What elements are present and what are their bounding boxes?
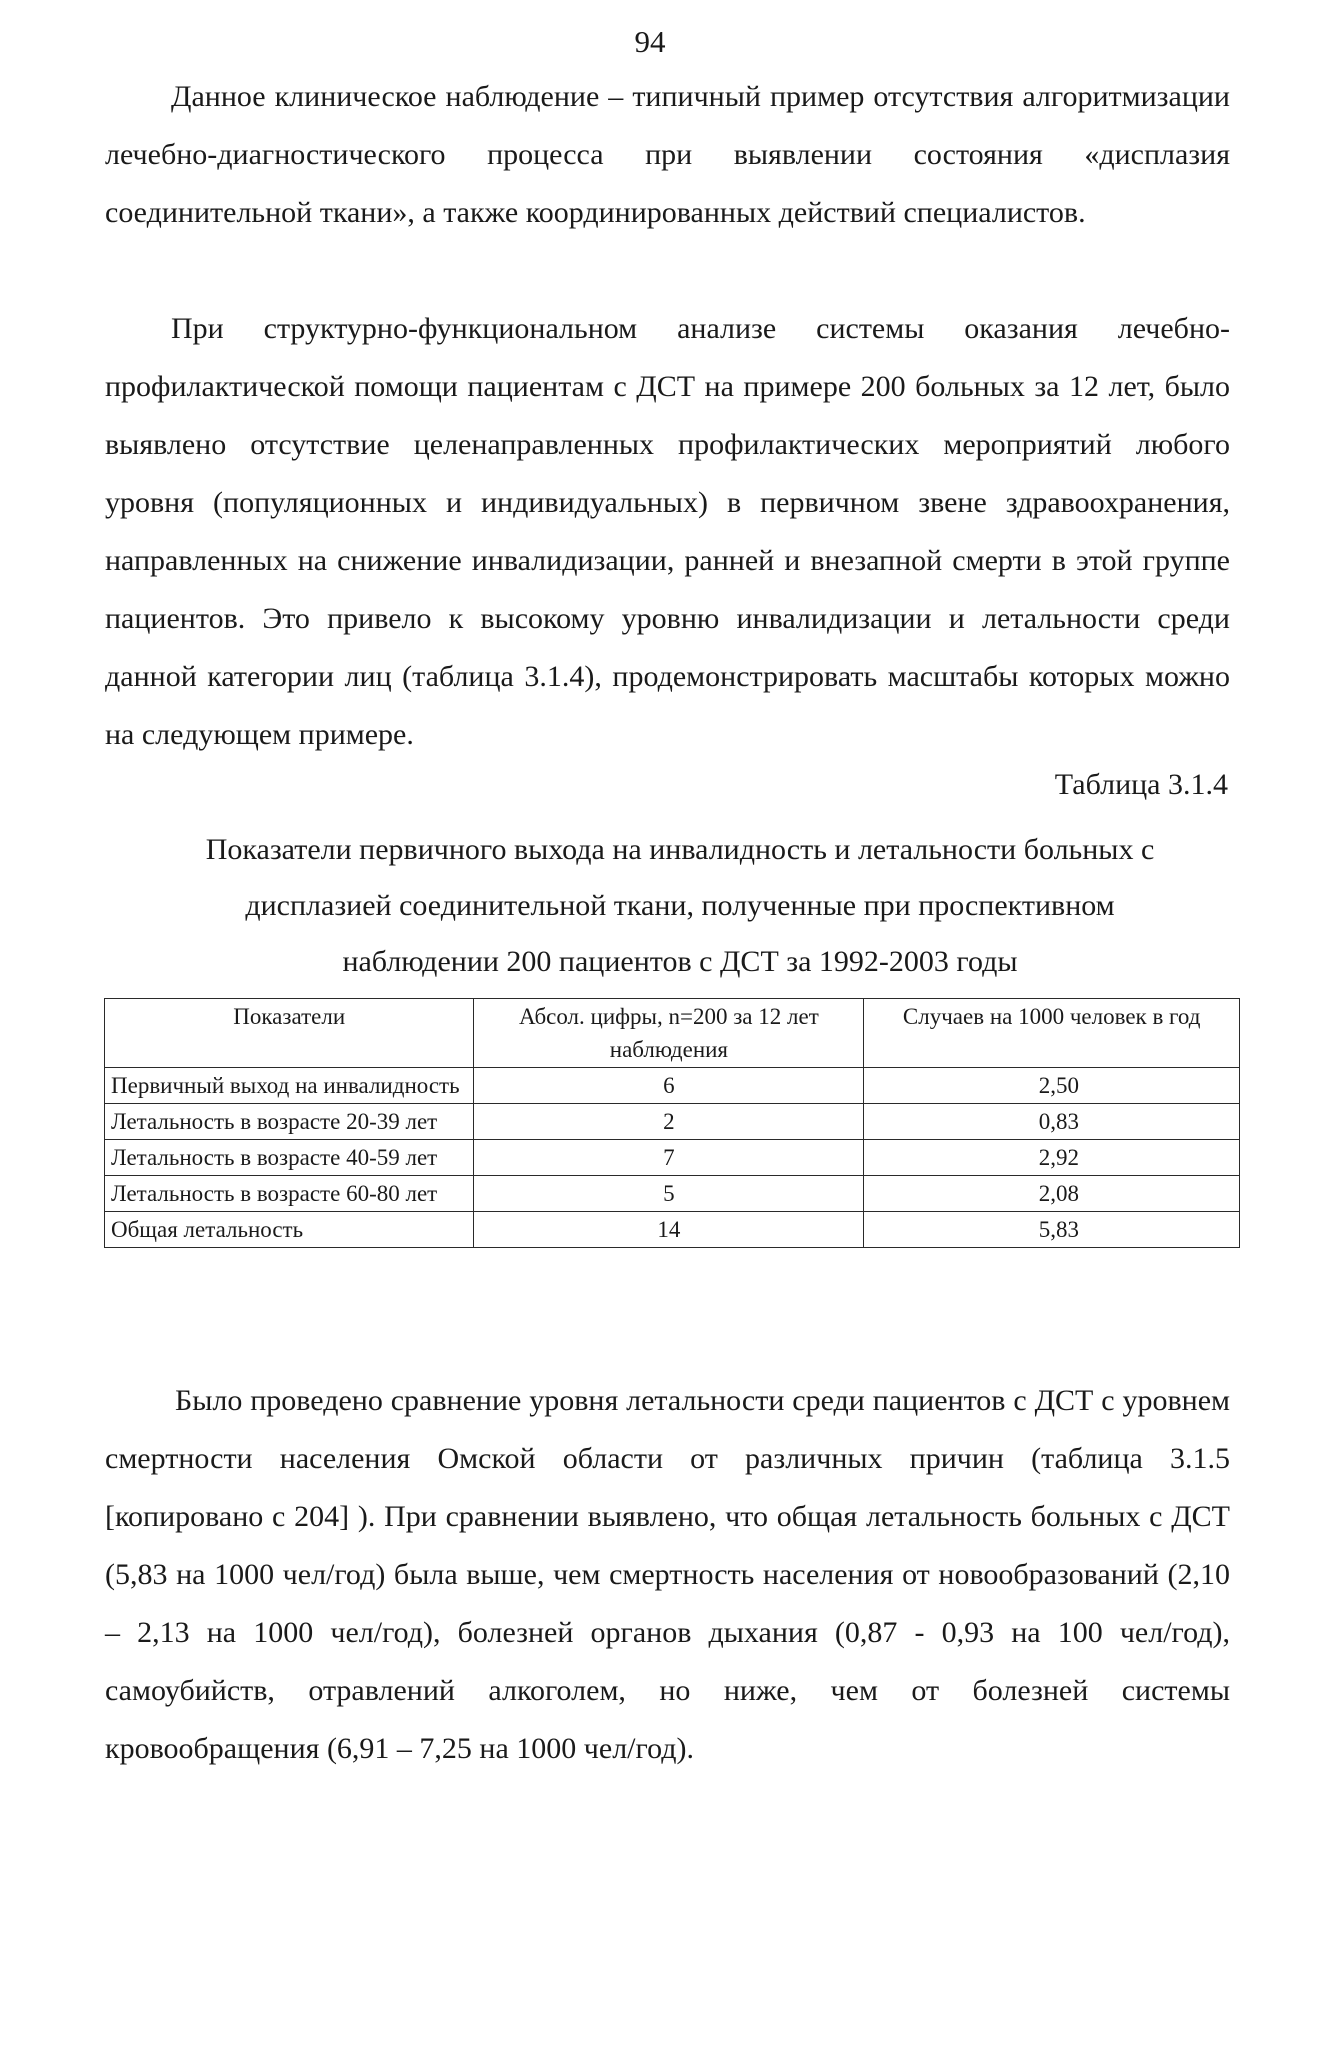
row-absolute-value: 14	[474, 1212, 864, 1248]
table-row	[105, 1140, 1240, 1176]
row-indicator: Летальность в возрасте 40-59 лет	[105, 1140, 474, 1176]
table-row	[105, 1068, 1240, 1104]
table-number-label: Таблица 3.1.4	[1054, 768, 1228, 801]
row-rate-value: 0,83	[864, 1104, 1240, 1140]
header-indicators: Показатели	[105, 999, 474, 1068]
row-absolute-value: 7	[474, 1140, 864, 1176]
table-caption-line: дисплазией соединительной ткани, полученные при проспективном	[245, 889, 1115, 922]
table-caption-line: наблюдении 200 пациентов с ДСТ за 1992-2003 годы	[342, 945, 1018, 978]
row-indicator: Летальность в возрасте 60-80 лет	[105, 1176, 474, 1212]
row-indicator: Летальность в возрасте 20-39 лет	[105, 1104, 474, 1140]
header-absolute-numbers: Абсол. цифры, n=200 за 12 лет наблюдения	[474, 999, 864, 1068]
row-rate-value: 2,08	[864, 1176, 1240, 1212]
table-row	[105, 1104, 1240, 1140]
row-rate-value: 2,50	[864, 1068, 1240, 1104]
table-row	[105, 1212, 1240, 1248]
header-cases-per-1000: Случаев на 1000 человек в год	[864, 999, 1240, 1068]
row-indicator: Первичный выход на инвалидность	[105, 1068, 474, 1104]
row-absolute-value: 2	[474, 1104, 864, 1140]
table-row	[105, 1176, 1240, 1212]
paragraph-clinical-observation: Данное клиническое наблюдение – типичный пример отсутствия алгоритмизации лечебно-диагностического процесса при выявлении состояния «дисплазия соединительной ткани», а также координированных действий специалистов.	[105, 80, 1230, 229]
paragraph-structural-analysis: При структурно-функциональном анализе системы оказания лечебно-профилактической помощи пациентам с ДСТ на примере 200 больных за 12 лет, было выявлено отсутствие целенаправленных профилактических мероприятий любого уровня (популяционных и индивидуальных) в первичном звене здравоохранения, направленных на снижение инвалидизации, ранней и внезапной смерти в этой группе пациентов. Это привело к высокому уровню инвалидизации и летальности среди данной категории лиц (таблица 3.1.4), продемонстрировать масштабы которых можно на следующем примере.	[105, 312, 1230, 751]
disability-mortality-table	[104, 998, 1240, 1248]
row-indicator: Общая летальность	[105, 1212, 474, 1248]
page-number: 94	[634, 24, 666, 59]
row-rate-value: 2,92	[864, 1140, 1240, 1176]
row-rate-value: 5,83	[864, 1212, 1240, 1248]
table-header-row	[105, 999, 1240, 1068]
row-absolute-value: 5	[474, 1176, 864, 1212]
row-absolute-value: 6	[474, 1068, 864, 1104]
table-caption-line: Показатели первичного выхода на инвалидность и летальности больных с	[205, 833, 1155, 866]
table-caption	[110, 822, 1250, 990]
paragraph-mortality-comparison: Было проведено сравнение уровня летальности среди пациентов с ДСТ с уровнем смертности населения Омской области от различных причин (таблица 3.1.5 [копировано с 204] ). При сравнении выявлено, что общая летальность больных с ДСТ (5,83 на 1000 чел/год) была выше, чем смертность населения от новообразований (2,10 – 2,13 на 1000 чел/год), болезней органов дыхания (0,87 - 0,93 на 100 чел/год), самоубийств, отравлений алкоголем, но ниже, чем от болезней системы кровообращения (6,91 – 7,25 на 1000 чел/год).	[105, 1384, 1230, 1765]
